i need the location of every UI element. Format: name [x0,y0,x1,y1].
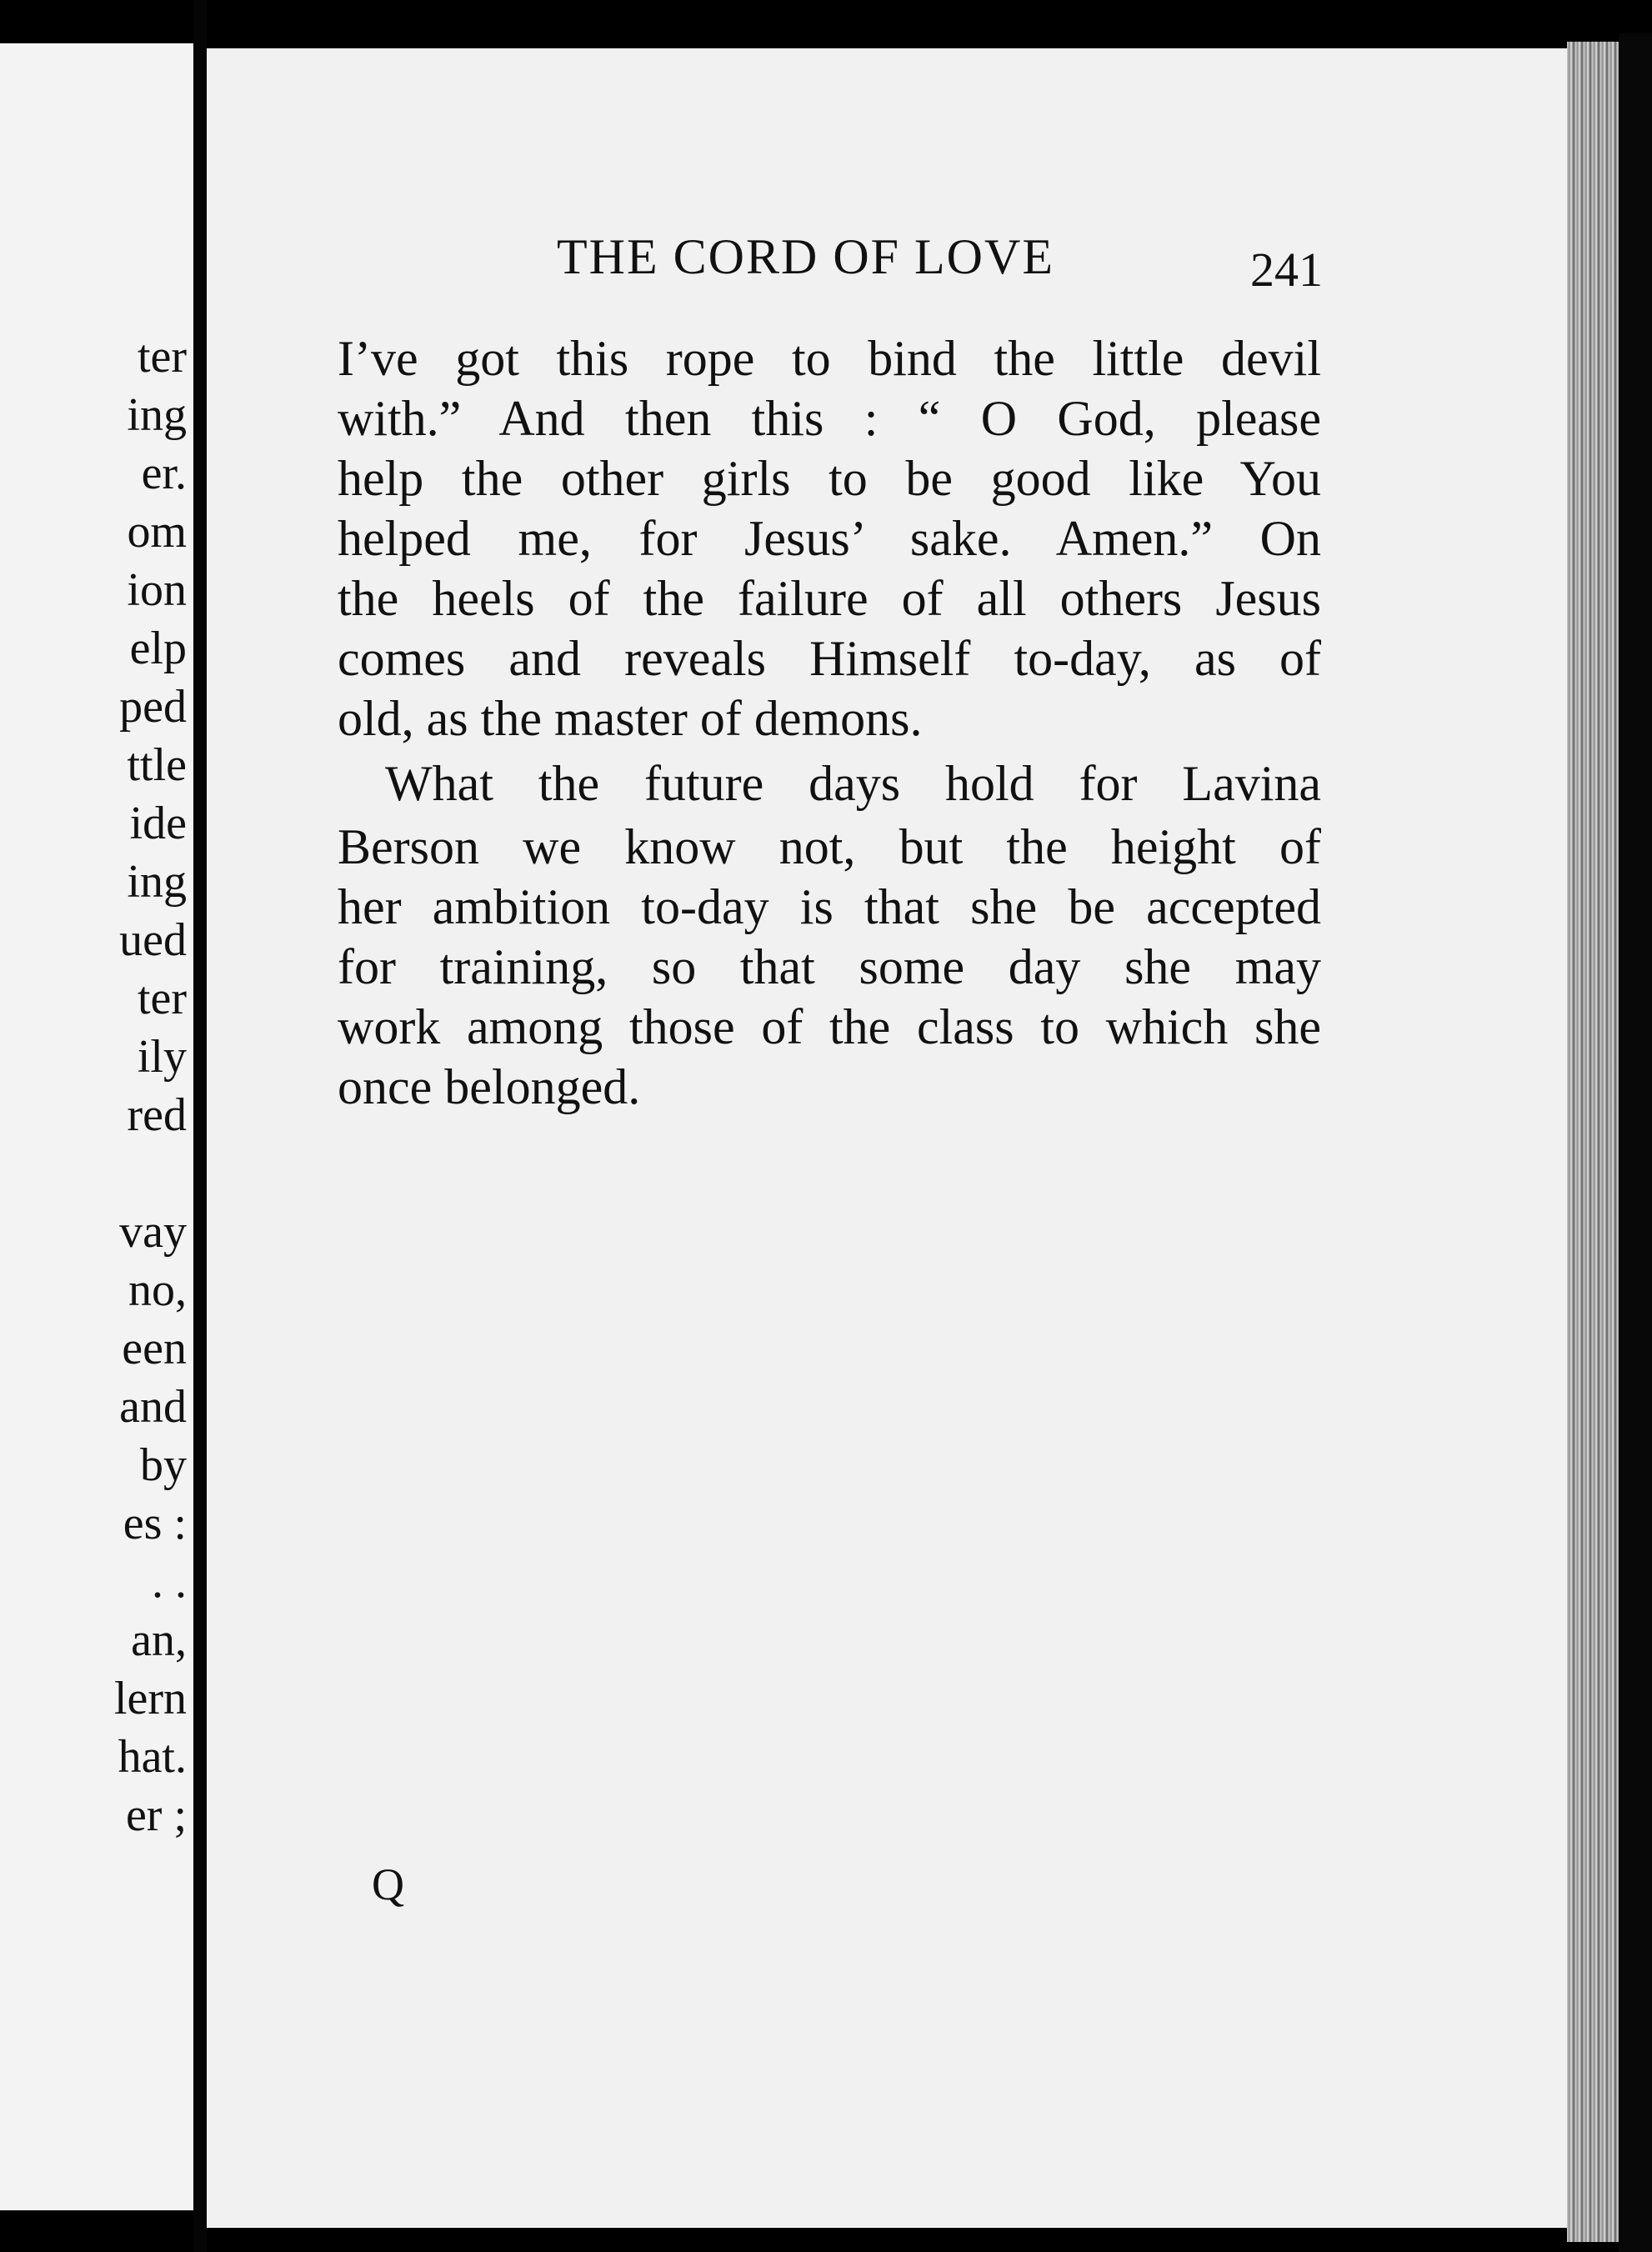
running-head: THE CORD OF LOVE [557,229,1054,284]
scan-border [1619,33,1652,2252]
facing-page-line: ter [137,973,187,1024]
body-line: comes and reveals Himself to-day, as of [338,631,1321,686]
facing-page-line: an, [131,1614,187,1666]
facing-page-line: een [122,1323,187,1374]
facing-page-line: om [127,506,187,558]
body-line: help the other girls to be good like You [338,451,1321,506]
body-line: her ambition to-day is that she be accepted [338,879,1321,934]
facing-page [0,43,193,2210]
body-line: I’ve got this rope to bind the little devil [338,331,1321,386]
body-line: What the future days hold for Lavina [385,756,1321,811]
book-gutter [193,0,207,2252]
signature-mark: Q [372,1859,404,1909]
facing-page-line: by [140,1439,187,1491]
facing-page-line: and [119,1381,187,1433]
facing-page-line: ped [119,681,187,733]
body-line: for training, so that some day she may [338,939,1321,994]
facing-page-line: er ; [125,1789,187,1841]
facing-page-line: ing [127,389,187,441]
facing-page-line: ion [127,564,187,616]
facing-page-line: ing [127,856,187,908]
body-line: once belonged. [338,1059,641,1114]
facing-page-line: lern [113,1673,187,1724]
facing-page-line: er. [141,448,187,499]
facing-page-line: . . [152,1556,187,1608]
facing-page-line: ide [129,798,187,849]
facing-page-line: ter [137,331,187,383]
facing-page-line: vay [119,1206,187,1258]
body-line: the heels of the failure of all others Jesus [338,571,1321,626]
facing-page-line: elp [129,623,187,674]
facing-page-line: es : [123,1498,187,1549]
body-line: Berson we know not, but the height of [338,819,1321,874]
facing-page-line: no, [128,1264,187,1316]
facing-page-line: ued [119,914,187,966]
body-line: with.” And then this : “ O God, please [338,391,1321,446]
page-number: 241 [1250,243,1323,297]
body-line: old, as the master of demons. [338,691,923,746]
body-line: helped me, for Jesus’ sake. Amen.” On [338,511,1321,566]
body-line: work among those of the class to which she [338,999,1321,1054]
facing-page-line: ily [137,1031,187,1083]
page-edge [1567,42,1619,2242]
facing-page-line: red [127,1089,187,1141]
facing-page-line: hat. [118,1731,187,1783]
facing-page-line: ttle [127,739,187,791]
